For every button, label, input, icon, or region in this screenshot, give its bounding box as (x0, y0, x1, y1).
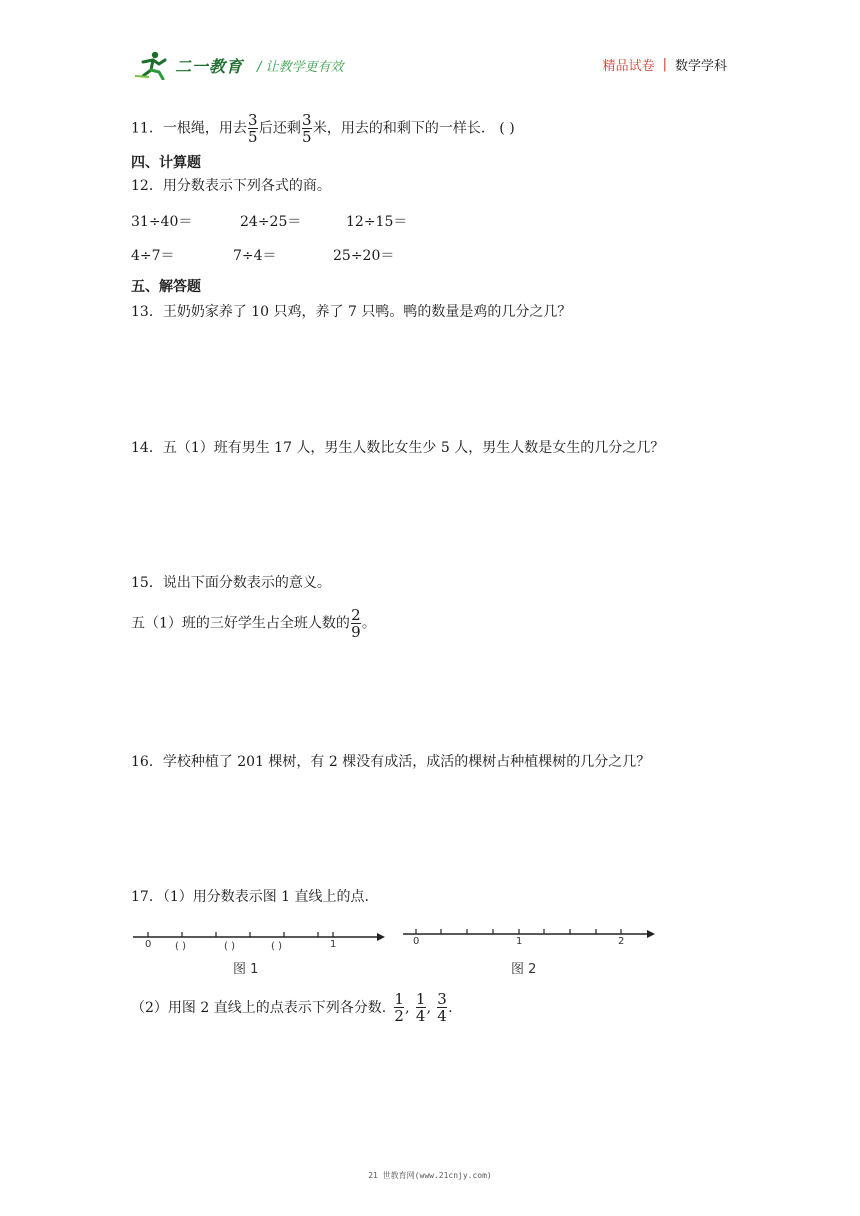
figure-2-number-line (401, 922, 657, 977)
q17-fraction-3: $\frac{3}{4}$ (437, 990, 447, 1025)
q12-expr-5: 7÷4＝ (233, 248, 277, 264)
q12-expr-2: 24÷25＝ (240, 214, 302, 230)
question-17-part-2: （2）用图 2 直线上的点表示下列各分数. $\frac{1}{2}$ , $\frac{1}{4}$ , $\frac{3}{4}$ . (131, 990, 453, 1025)
question-14: 14．五（1）班有男生 17 人，男生人数比女生少 5 人，男生人数是女生的几分之几？ (131, 440, 665, 456)
figure-1-number-line (131, 925, 387, 977)
question-15-statement: 五（1）班的三好学生占全班人数的 $\frac{2}{9}$ 。 (131, 606, 376, 641)
question-12: 12．用分数表示下列各式的商。 (131, 178, 331, 194)
fig1-label-one: 1 (330, 939, 337, 950)
question-17-part-1: 17．（1）用分数表示图 1 直线上的点. (131, 889, 369, 905)
page-footer: 21 世教育网(www.21cnjy.com) (368, 1171, 492, 1180)
fig1-label-zero: 0 (145, 939, 152, 950)
question-16: 16．学校种植了 201 棵树，有 2 棵没有成活，成活的棵树占种植棵树的几分之几？ (131, 754, 651, 770)
fig2-label-zero: 0 (413, 936, 420, 947)
q11-fraction-2: $\frac{3}{5}$ (302, 111, 312, 146)
tag-separator: | (662, 57, 667, 72)
section-heading-solve: 五、解答题 (131, 279, 201, 295)
question-13: 13．王奶奶家养了 10 只鸡，养了 7 只鸭。鸭的数量是鸡的几分之几？ (131, 304, 572, 320)
q17-fraction-1: $\frac{1}{2}$ (394, 990, 404, 1025)
number-line-1-graphic (131, 925, 387, 955)
q11-text-mid: 后还剩 (258, 120, 301, 137)
q11-text-post: 米，用去的和剩下的一样长． ( ) (312, 120, 515, 137)
runner-logo-icon (135, 50, 171, 80)
slogan: / 让教学更有效 (257, 59, 344, 75)
question-15: 15．说出下面分数表示的意义。 (131, 575, 331, 591)
q12-expr-6: 25÷20＝ (333, 248, 395, 264)
q11-fraction-1: $\frac{3}{5}$ (248, 111, 258, 146)
fig1-blank-3: ( ) (271, 941, 282, 952)
tag-paper-type: 精品试卷 (602, 59, 655, 74)
fig2-label-one: 1 (516, 936, 523, 947)
fig2-label-two: 2 (618, 936, 625, 947)
section-heading-calc: 四、计算题 (131, 155, 201, 171)
q17-fraction-2: $\frac{1}{4}$ (415, 990, 426, 1025)
question-11 (131, 113, 515, 144)
q17-part2-text: （2）用图 2 直线上的点表示下列各分数. (131, 999, 387, 1016)
fig2-caption: 图 2 (511, 962, 537, 977)
fig1-blank-1: ( ) (175, 941, 186, 952)
header-tags (603, 55, 727, 74)
header-brand (135, 48, 344, 82)
q15-fraction: $\frac{2}{9}$ (351, 606, 361, 641)
q12-expr-1: 31÷40＝ (131, 214, 193, 230)
q12-expr-3: 12÷15＝ (346, 214, 408, 230)
fig1-caption: 图 1 (233, 962, 259, 977)
tag-subject: 数学学科 (674, 59, 727, 74)
fig1-blank-2: ( ) (224, 941, 235, 952)
q11-text-pre: 11．一根绳，用去 (131, 120, 247, 137)
logo-text: 二一教育 (175, 56, 244, 76)
q12-expr-4: 4÷7＝ (131, 248, 175, 264)
